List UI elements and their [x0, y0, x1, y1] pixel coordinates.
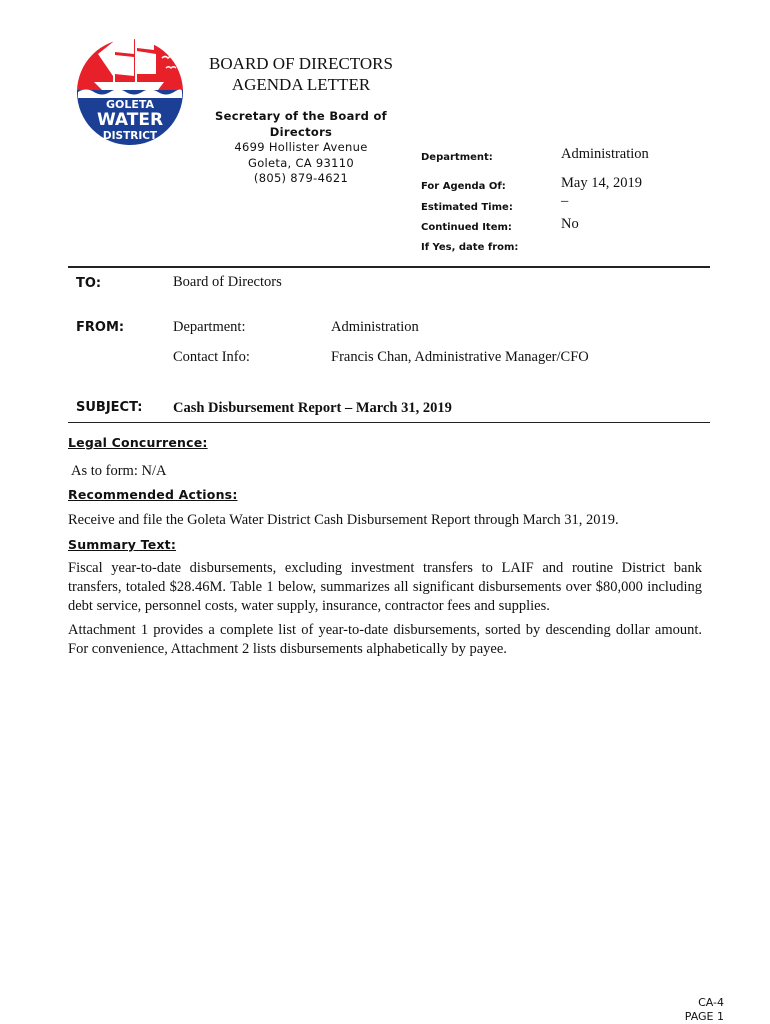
logo-text-district: DISTRICT	[102, 130, 158, 142]
to-value: Board of Directors	[173, 274, 282, 290]
estimated-time-value: –	[561, 193, 569, 209]
title-line-2: AGENDA LETTER	[231, 75, 371, 94]
footer-code: CA-4	[698, 996, 724, 1009]
recommended-actions-text: Receive and file the Goleta Water District Cash Disbursement Report through March 31, 2019.	[68, 512, 619, 528]
address-line-3: (805) 879-4621	[253, 171, 349, 185]
agenda-date-label: For Agenda Of:	[421, 181, 506, 192]
from-department-value: Administration	[331, 319, 419, 335]
sender-address-block	[190, 109, 412, 187]
header-divider	[68, 266, 710, 268]
legal-concurrence-heading: Legal Concurrence:	[68, 435, 208, 450]
legal-concurrence-text: As to form: N/A	[71, 463, 167, 479]
from-department-label: Department:	[173, 319, 246, 335]
summary-paragraph-2: Attachment 1 provides a complete list of year-to-date disbursements, sorted by descending dollar amount. For convenience, Attachment 2 lists disbursements alphabetically by payee.	[68, 622, 702, 657]
estimated-time-label: Estimated Time:	[421, 202, 513, 213]
summary-text-heading: Summary Text:	[68, 537, 177, 552]
department-value: Administration	[561, 146, 649, 162]
summary-paragraph-1: Fiscal year-to-date disbursements, excluding investment transfers to LAIF and routine District bank transfers, totaled $28.46M. Table 1 below, summarizes all significant disbursements over $80,000 including debt service, personnel costs, water supply, insurance, contractor fees and supplies.	[68, 560, 702, 614]
footer-page-number: PAGE 1	[684, 1010, 724, 1023]
page-footer	[600, 996, 724, 1024]
to-label: TO:	[76, 276, 102, 291]
agenda-date-value: May 14, 2019	[561, 175, 642, 191]
contact-info-label: Contact Info:	[173, 349, 250, 365]
continued-item-value: No	[561, 216, 579, 232]
document-title	[170, 53, 432, 95]
date-from-label: If Yes, date from:	[421, 242, 519, 253]
sender-line-1: Secretary of the Board of	[215, 109, 387, 123]
department-label: Department:	[421, 152, 493, 163]
contact-info-value: Francis Chan, Administrative Manager/CFO	[331, 349, 589, 365]
address-line-1: 4699 Hollister Avenue	[234, 140, 368, 154]
subject-value: Cash Disbursement Report – March 31, 2019	[173, 400, 452, 416]
from-label: FROM:	[76, 320, 125, 335]
title-line-1: BOARD OF DIRECTORS	[209, 54, 393, 73]
continued-item-label: Continued Item:	[421, 222, 512, 233]
recommended-actions-heading: Recommended Actions:	[68, 487, 238, 502]
subject-divider	[68, 422, 710, 423]
logo-text-water: WATER	[96, 110, 164, 130]
address-line-2: Goleta, CA 93110	[247, 155, 355, 170]
subject-label: SUBJECT:	[76, 400, 143, 415]
sender-line-2: Directors	[269, 124, 333, 139]
logo-text-goleta: GOLETA	[105, 98, 155, 111]
